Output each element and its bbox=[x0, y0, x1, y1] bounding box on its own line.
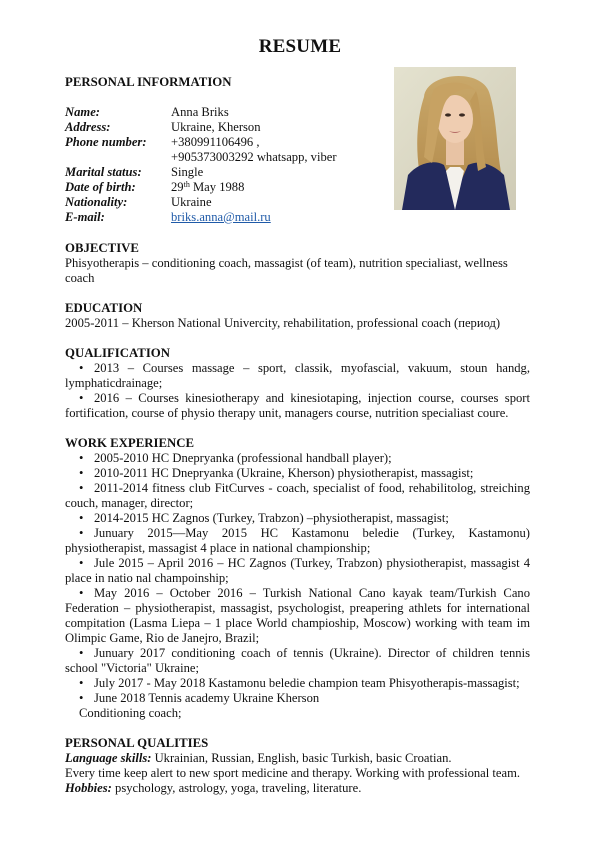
qualification-section bbox=[65, 346, 530, 421]
education-section bbox=[65, 301, 530, 331]
work-continuation: Conditioning coach; bbox=[79, 706, 182, 720]
dob-day: 29 bbox=[171, 180, 184, 194]
personal-qualities-section bbox=[65, 736, 530, 796]
dob-suffix: th bbox=[183, 180, 190, 189]
dob-label: Date of birth: bbox=[65, 180, 136, 194]
bullet-icon: • bbox=[79, 361, 84, 375]
phone-label: Phone number: bbox=[65, 135, 147, 149]
list-item: • 2010-2011 HC Dnepryanka (Ukraine, Kherson) physiotherapist, massagist; bbox=[79, 466, 474, 480]
bullet-icon: • bbox=[79, 451, 84, 465]
phone-2: +905373003292 whatsapp, viber bbox=[171, 150, 337, 164]
qualification-list bbox=[65, 361, 530, 421]
address-row bbox=[65, 120, 385, 135]
dob-row bbox=[65, 180, 385, 195]
name-row bbox=[65, 105, 385, 120]
nationality-label: Nationality: bbox=[65, 195, 128, 209]
dob-value bbox=[171, 180, 385, 195]
list-item: • May 2016 – October 2016 – Turkish National Cano kayak team/Turkish Cano Federation – physiotherapist, massagist, psychologist, preapering athlets for international compitation (Lasma Liepa – 1 place World champioship, Moscow) working with team im Olimpic Game, Rio de Janejro, Brazil; bbox=[65, 586, 530, 645]
list-item: • 2011-2014 fitness club FitCurves - coach, specialist of food, rehabilitolog, streiching couch, manager, director; bbox=[65, 481, 530, 510]
address-label: Address: bbox=[65, 120, 111, 134]
list-item: • June 2018 Tennis academy Ukraine Kherson bbox=[79, 691, 320, 705]
address-value: Ukraine, Kherson bbox=[171, 120, 261, 134]
language-skills bbox=[65, 751, 530, 766]
bullet-icon: • bbox=[79, 391, 84, 405]
page-title: RESUME bbox=[258, 36, 342, 57]
personal-qualities-heading: PERSONAL QUALITIES bbox=[65, 736, 209, 750]
name-value: Anna Briks bbox=[171, 105, 229, 119]
bullet-icon: • bbox=[79, 466, 84, 480]
phone-1: +380991106496 , bbox=[171, 135, 260, 149]
marital-value: Single bbox=[171, 165, 204, 179]
dob-rest: May 1988 bbox=[189, 180, 245, 194]
email-link[interactable]: briks.anna@mail.ru bbox=[171, 210, 271, 224]
list-item: • 2005-2010 HC Dnepryanka (professional handball player); bbox=[79, 451, 392, 465]
bullet-icon: • bbox=[79, 526, 84, 540]
phone-values bbox=[171, 135, 385, 165]
list-item: • Junuary 2015—May 2015 HC Kastamonu beledie (Turkey, Kastamonu) physiotherapist, massagist 4 place in national championship; bbox=[65, 526, 530, 555]
qualification-heading: QUALIFICATION bbox=[65, 346, 170, 360]
email-row bbox=[65, 210, 385, 225]
extra-text: Every time keep alert to new sport medicine and therapy. Working with professional team. bbox=[65, 766, 521, 780]
bullet-icon: • bbox=[79, 586, 84, 600]
work-experience-section bbox=[65, 436, 530, 721]
list-item: • 2013 – Courses massage – sport, classik, myofascial, vakuum, stoun handg, lymphaticdrainage; bbox=[65, 361, 530, 390]
objective-heading: OBJECTIVE bbox=[65, 241, 139, 255]
bullet-icon: • bbox=[79, 511, 84, 525]
list-item: • Junuary 2017 conditioning coach of tennis (Ukraine). Director of children tennis school "Victoria" Ukraine; bbox=[65, 646, 530, 675]
nationality-value: Ukraine bbox=[171, 195, 212, 209]
list-item: • 2014-2015 HC Zagnos (Turkey, Trabzon) –physiotherapist, massagist; bbox=[79, 511, 449, 525]
bullet-icon: • bbox=[79, 691, 84, 705]
personal-information-heading: PERSONAL INFORMATION bbox=[65, 75, 232, 89]
bullet-icon: • bbox=[79, 481, 84, 495]
objective-section bbox=[65, 241, 530, 286]
language-skills-text: Ukrainian, Russian, English, basic Turkish, basic Croatian. bbox=[151, 751, 452, 765]
resume-content bbox=[65, 75, 530, 796]
list-item: • Jule 2015 – April 2016 – HC Zagnos (Turkey, Trabzon) physiotherapist, massagist 4 place in natio nal champoinship; bbox=[65, 556, 530, 585]
personal-information-section bbox=[65, 75, 530, 225]
personal-information-table bbox=[65, 105, 385, 225]
marital-label: Marital status: bbox=[65, 165, 142, 179]
hobbies-label: Hobbies: bbox=[65, 781, 112, 795]
bullet-icon: • bbox=[79, 676, 84, 690]
work-experience-list bbox=[65, 451, 530, 706]
language-skills-label: Language skills: bbox=[65, 751, 152, 765]
list-item: • July 2017 - May 2018 Kastamonu beledie champion team Phisyotherapis-massagist; bbox=[79, 676, 520, 690]
list-item: • 2016 – Courses kinesiotherapy and kinesiotaping, injection course, courses sport fortification, course of physio therapy unit, managers course, nutrition specialiast coure. bbox=[65, 391, 530, 420]
phone-row bbox=[65, 135, 385, 165]
bullet-icon: • bbox=[79, 556, 84, 570]
nationality-row bbox=[65, 195, 385, 210]
hobbies bbox=[65, 781, 530, 796]
name-label: Name: bbox=[65, 105, 100, 119]
marital-row bbox=[65, 165, 385, 180]
email-label: E-mail: bbox=[65, 210, 105, 224]
education-text: 2005-2011 – Kherson National Univercity, rehabilitation, professional coach (период) bbox=[65, 316, 501, 330]
work-experience-heading: WORK EXPERIENCE bbox=[65, 436, 195, 450]
objective-text: Phisyotherapis – conditioning coach, massagist (of team), nutrition specialiast, wellness coach bbox=[65, 256, 508, 285]
education-heading: EDUCATION bbox=[65, 301, 143, 315]
hobbies-text: psychology, astrology, yoga, traveling, literature. bbox=[111, 781, 362, 795]
bullet-icon: • bbox=[79, 646, 84, 660]
